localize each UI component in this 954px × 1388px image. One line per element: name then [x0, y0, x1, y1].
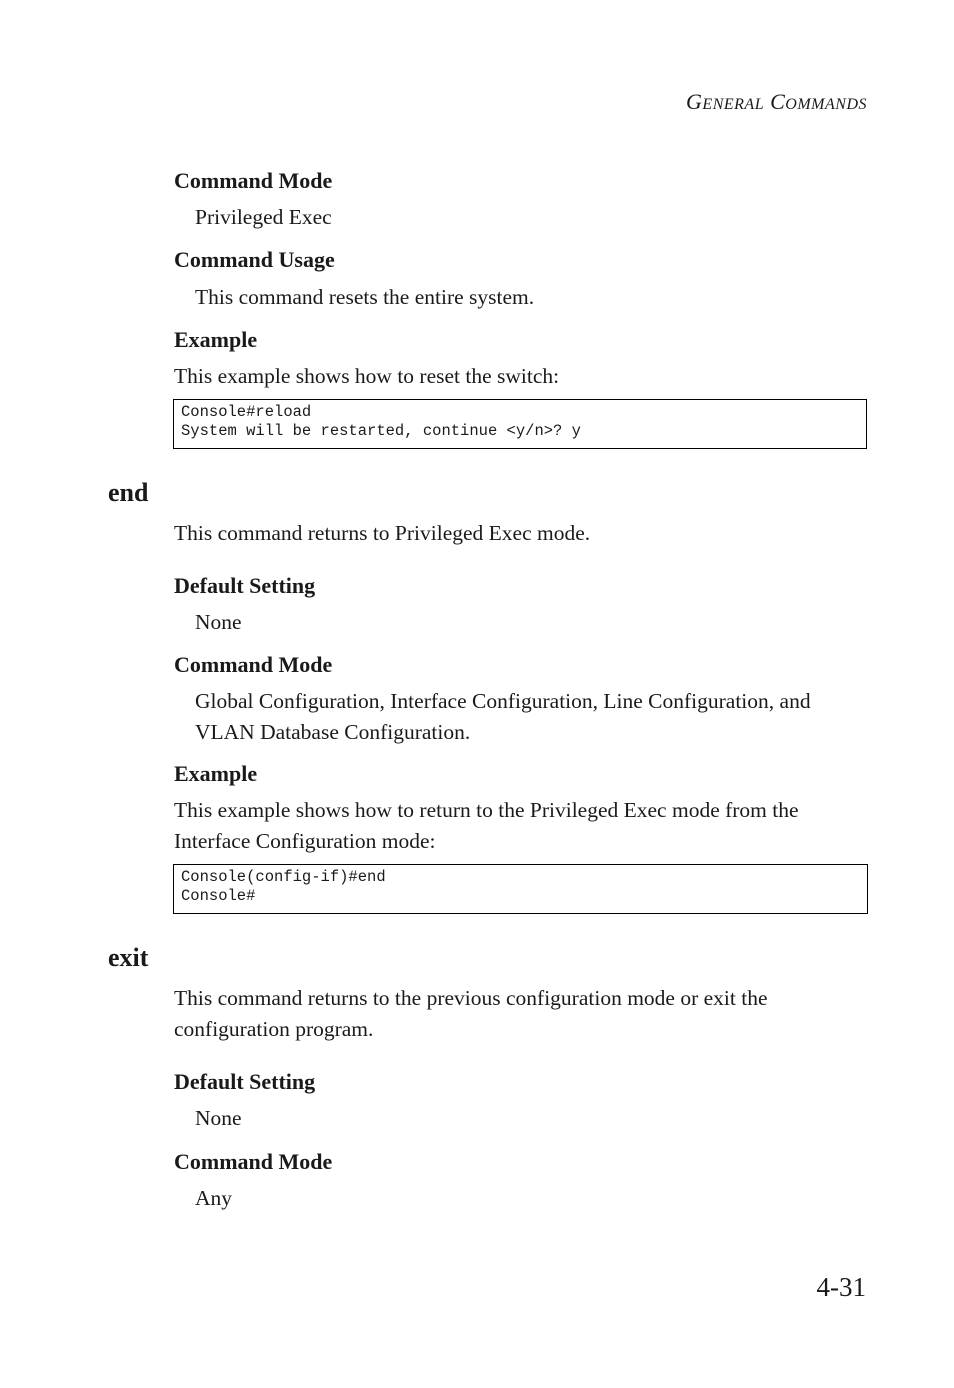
code-line: System will be restarted, continue <y/n>? y — [181, 422, 581, 440]
reload-command-usage-text: This command resets the entire system. — [195, 285, 535, 309]
text-line: This command returns to the previous configuration mode or exit the — [174, 986, 768, 1010]
end-example-intro — [174, 795, 799, 857]
end-example-heading: Example — [174, 761, 258, 786]
reload-command-usage-heading: Command Usage — [174, 247, 335, 272]
text-line: configuration program. — [174, 1017, 374, 1041]
text-line: Global Configuration, Interface Configuration, Line Configuration, and — [195, 689, 811, 713]
end-default-setting-heading: Default Setting — [174, 573, 316, 598]
header-initial-g: G — [686, 89, 703, 114]
text-line: Interface Configuration mode: — [174, 829, 436, 853]
exit-description — [174, 983, 768, 1045]
end-command-mode-heading: Command Mode — [174, 652, 333, 677]
running-header — [686, 89, 867, 115]
code-line: Console# — [181, 887, 256, 905]
code-line: Console#reload — [181, 403, 312, 421]
end-default-setting-text: None — [195, 610, 242, 634]
exit-command-mode-text: Any — [195, 1186, 233, 1210]
reload-command-mode-heading: Command Mode — [174, 168, 333, 193]
page-number: 4-31 — [816, 1272, 866, 1302]
header-initial-c: C — [770, 89, 786, 114]
exit-command-title: exit — [108, 943, 149, 972]
reload-command-mode-text: Privileged Exec — [195, 205, 332, 229]
exit-default-setting-heading: Default Setting — [174, 1069, 316, 1094]
code-line: Console(config-if)#end — [181, 868, 386, 886]
reload-example-heading: Example — [174, 327, 258, 352]
text-line: VLAN Database Configuration. — [195, 720, 471, 744]
exit-command-mode-heading: Command Mode — [174, 1149, 333, 1174]
text-line: This example shows how to return to the Privileged Exec mode from the — [174, 798, 799, 822]
end-command-title: end — [108, 478, 149, 507]
header-word-commands: OMMANDS — [785, 96, 867, 113]
reload-example-intro: This example shows how to reset the switch: — [174, 364, 560, 388]
end-description: This command returns to Privileged Exec mode. — [174, 521, 591, 545]
exit-default-setting-text: None — [195, 1106, 242, 1130]
header-word-general: ENERAL — [702, 96, 765, 113]
reload-code-block — [173, 399, 867, 449]
end-code-block — [173, 864, 868, 914]
end-command-mode-text — [195, 686, 811, 748]
